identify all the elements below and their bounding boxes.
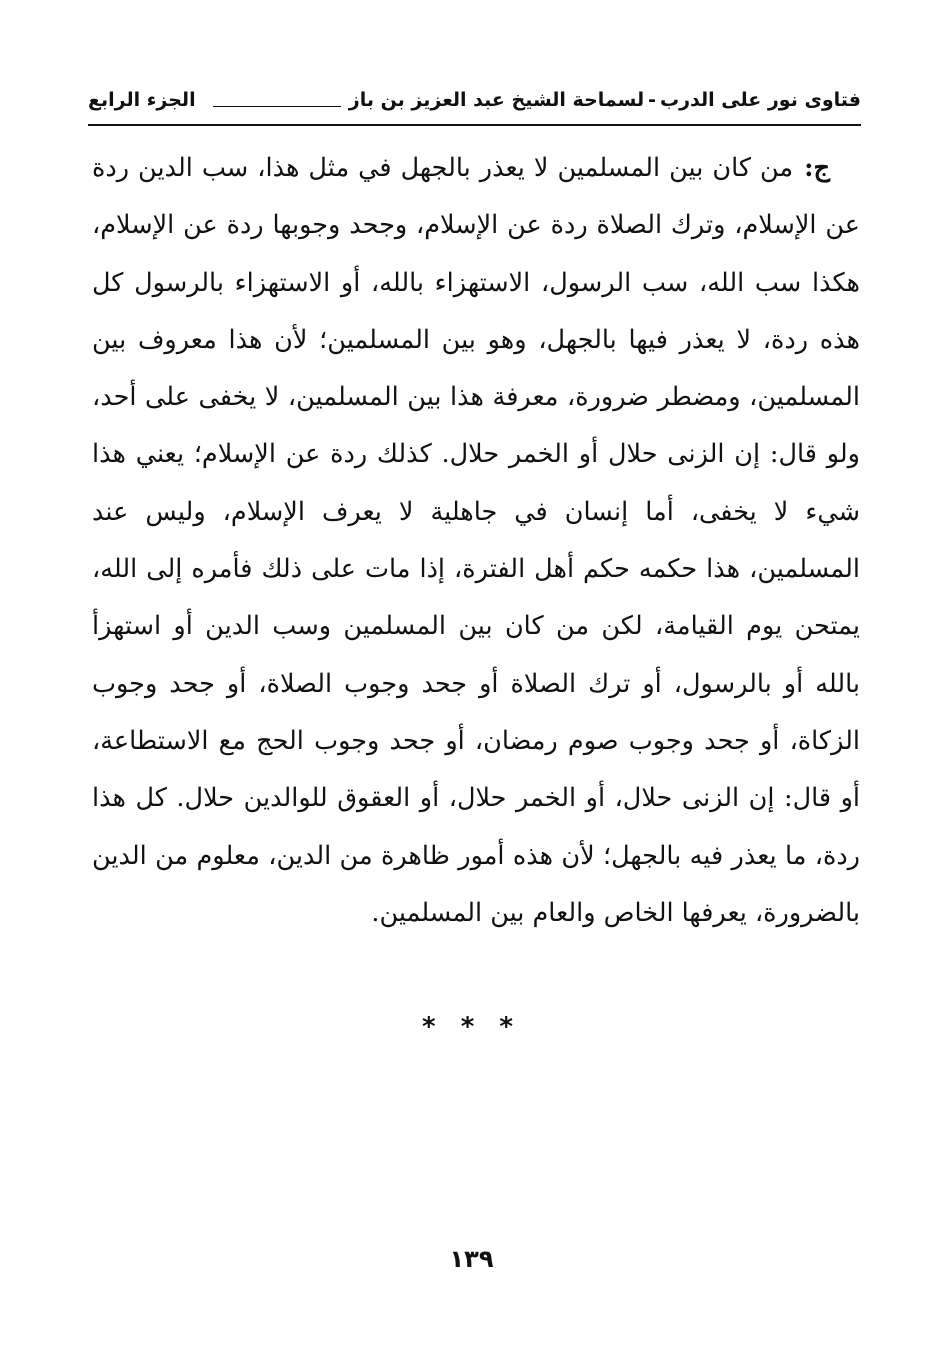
answer-paragraph [92, 140, 860, 942]
page-number: ١٣٩ [449, 1245, 494, 1273]
answer-marker: ج: [804, 153, 830, 183]
header-divider [88, 124, 861, 126]
running-header [88, 80, 861, 120]
header-rule [213, 94, 341, 107]
section-separator: * * * [422, 1012, 521, 1042]
volume-label: الجزء الرابع [88, 89, 196, 111]
header-dash: - [648, 89, 656, 111]
answer-text: من كان بين المسلمين لا يعذر بالجهل في مثل هذا، سب الدين ردة عن الإسلام، وترك الصلاة ردة عن الإسلام، وجحد وجوبها ردة عن الإسلام، هكذا سب الله، سب الرسول، الاستهزاء بالله، أو الاستهزاء بالرسول كل هذه ردة، لا يعذر فيها بالجهل، وهو بين المسلمين؛ لأن هذا معروف بين المسلمين، ومضطر ضرورة، معرفة هذا بين المسلمين، لا يخفى على أحد، ولو قال: إن الزنى حلال أو الخمر حلال. كذلك ردة عن الإسلام؛ يعني هذا شيء لا يخفى، أما إنسان في جاهلية لا يعرف الإسلام، وليس عند المسلمين، هذا حكمه حكم أهل الفترة، إذا مات على ذلك فأمره إلى الله، يمتحن يوم القيامة، لكن من كان بين المسلمين وسب الدين أو استهزأ بالله أو بالرسول، أو ترك الصلاة أو جحد وجوب الصلاة، أو جحد وجوب الزكاة، أو جحد وجوب صوم رمضان، أو جحد وجوب الحج مع الاستطاعة، أو قال: إن الزنى حلال، أو الخمر حلال، أو العقوق للوالدين حلال. كل هذا ردة، ما يعذر فيه بالجهل؛ لأن هذه أمور ظاهرة من الدين، معلوم من الدين بالضرورة، يعرفها الخاص والعام بين المسلمين. [92, 153, 860, 928]
book-title: فتاوى نور على الدرب [660, 89, 861, 111]
header-title-group [209, 89, 861, 111]
author-name: لسماحة الشيخ عبد العزيز بن باز [348, 89, 645, 111]
